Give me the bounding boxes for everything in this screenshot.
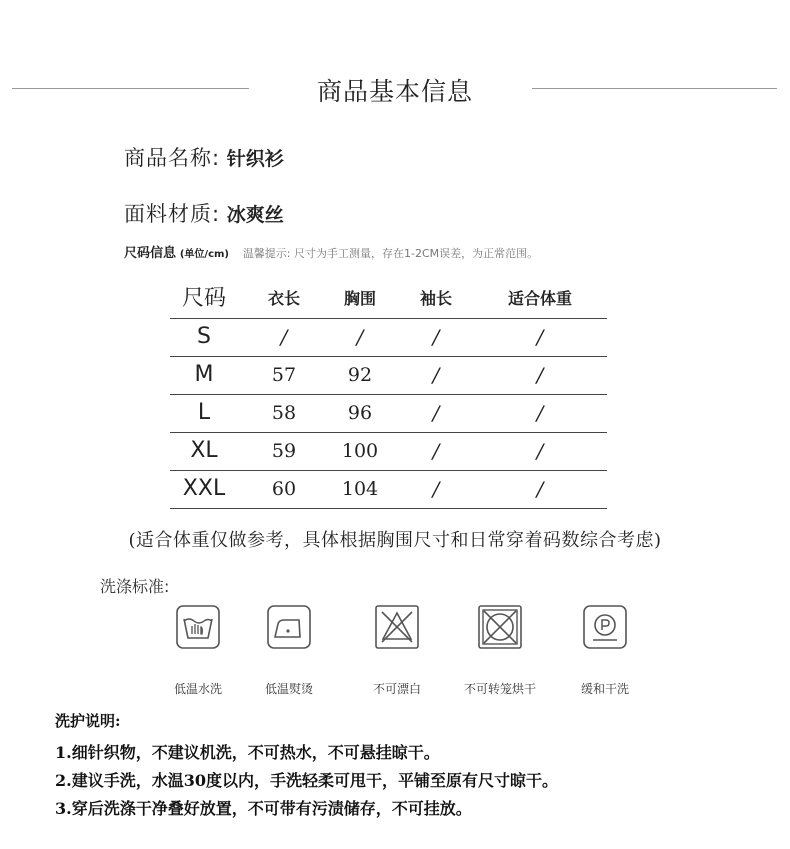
header-length: 衣长 — [267, 289, 300, 308]
washing-title: 洗涤标准: — [100, 577, 170, 596]
size-info-unit: (单位/cm) — [179, 249, 229, 260]
length-cell: 60 — [271, 478, 297, 500]
header-chest: 胸围 — [343, 289, 376, 308]
care-instruction-line: 2.建议手洗，水温30度以内，手洗轻柔可甩干，平铺至原有尺寸晾干。 — [55, 771, 558, 790]
table-row — [170, 356, 607, 395]
sleeve-cell: / — [432, 477, 440, 501]
weight-cell: / — [536, 439, 544, 463]
header-weight: 适合体重 — [507, 289, 572, 308]
material-line — [124, 198, 284, 228]
length-cell: 57 — [271, 364, 297, 386]
sleeve-cell: / — [432, 363, 440, 387]
care-symbol-iron — [249, 604, 329, 697]
weight-cell: / — [536, 477, 544, 501]
weight-reference-note: (适合体重仅做参考，具体根据胸围尺寸和日常穿着码数综合考虑) — [128, 530, 662, 551]
sleeve-cell: / — [432, 325, 440, 349]
care-symbol-tumble-dry — [460, 604, 540, 697]
care-instruction-line: 3.穿后洗涤干净叠好放置，不可带有污渍储存，不可挂放。 — [55, 799, 472, 818]
chest-cell: 92 — [347, 364, 373, 386]
chest-cell: 100 — [341, 440, 379, 462]
header-divider-right — [532, 88, 777, 89]
sleeve-cell: / — [432, 439, 440, 463]
size-info-hint: 温馨提示: 尺寸为手工测量，存在1-2CM误差，为正常范围。 — [242, 247, 539, 260]
table-row — [170, 318, 607, 357]
length-cell: / — [280, 325, 288, 349]
header-size: 尺码 — [181, 286, 226, 311]
chest-cell: / — [356, 325, 364, 349]
weight-cell: / — [536, 401, 544, 425]
care-instructions-title: 洗护说明: — [55, 712, 121, 730]
care-label: 低温熨烫 — [264, 682, 313, 696]
table-row — [170, 432, 607, 471]
care-label: 不可漂白 — [372, 682, 421, 696]
product-name-label: 商品名称: — [124, 146, 221, 170]
material-label: 面料材质: — [124, 202, 221, 226]
material-value: 冰爽丝 — [226, 204, 284, 226]
product-name-value: 针织衫 — [226, 148, 284, 170]
length-cell: 58 — [271, 402, 297, 424]
size-table-header — [170, 280, 607, 319]
size-info-heading — [124, 242, 538, 261]
low-temp-hand-wash-icon — [175, 604, 221, 650]
size-cell: M — [194, 362, 214, 387]
header-sleeve: 袖长 — [419, 289, 452, 308]
care-label: 缓和干洗 — [580, 682, 629, 696]
gentle-dry-clean-icon — [582, 604, 628, 650]
weight-cell: / — [536, 363, 544, 387]
care-symbol-hand-wash — [158, 604, 238, 697]
sleeve-cell: / — [432, 401, 440, 425]
weight-cell: / — [536, 325, 544, 349]
care-symbol-dry-clean — [565, 604, 645, 697]
size-cell: S — [197, 324, 211, 349]
table-row — [170, 470, 607, 509]
chest-cell: 96 — [347, 402, 373, 424]
size-info-title: 尺码信息 — [124, 246, 177, 261]
low-temp-iron-icon — [266, 604, 312, 650]
chest-cell: 104 — [341, 478, 379, 500]
length-cell: 59 — [271, 440, 297, 462]
care-instructions — [55, 710, 558, 823]
care-label: 不可转笼烘干 — [463, 682, 536, 696]
no-bleach-icon — [374, 604, 420, 650]
table-row — [170, 394, 607, 433]
size-cell: XL — [190, 438, 218, 463]
care-label: 低温水洗 — [173, 682, 222, 696]
size-cell: L — [197, 400, 211, 425]
size-cell: XXL — [182, 476, 226, 501]
product-name-line — [124, 142, 284, 172]
no-tumble-dry-icon — [477, 604, 523, 650]
page-title: 商品基本信息 — [316, 77, 473, 106]
care-symbol-bleach — [357, 604, 437, 697]
care-instruction-line: 1.细针织物，不建议机洗，不可热水，不可悬挂晾干。 — [55, 743, 440, 762]
